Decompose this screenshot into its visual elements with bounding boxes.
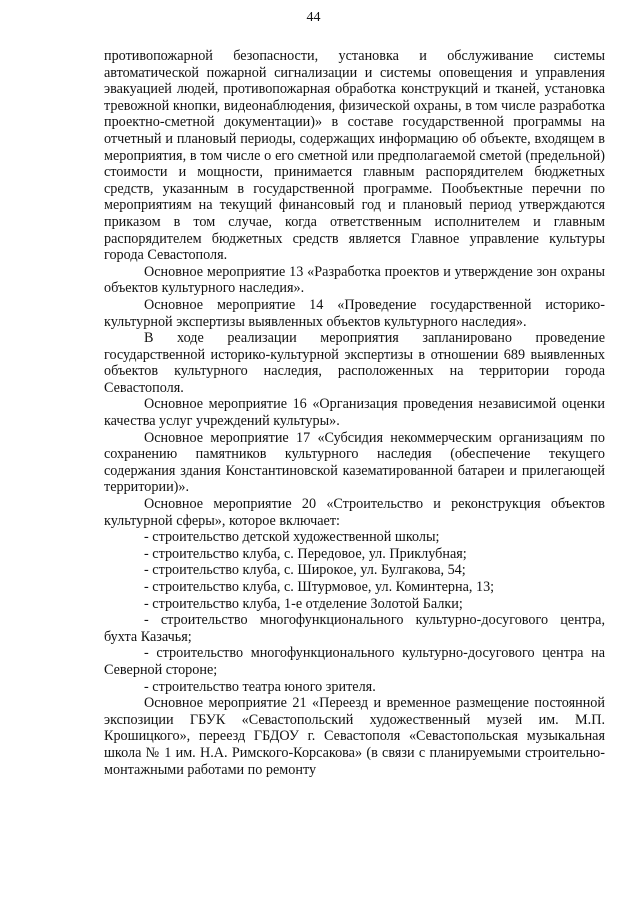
paragraph-expertise-plan: В ходе реализации мероприятия запланировано проведение государственной историко-культурной экспертизы в отношении 689 выявленных объектов культурного наследия, расположенных на территории города Севастополя. <box>104 330 605 396</box>
paragraph-measure-13: Основное мероприятие 13 «Разработка проектов и утверждение зон охраны объектов культурного наследия». <box>104 263 605 297</box>
list-item: - строительство клуба, с. Широкое, ул. Булгакова, 54; <box>144 562 466 579</box>
paragraph-measure-14: Основное мероприятие 14 «Проведение государственной историко-культурной экспертизы выявленных объектов культурного наследия». <box>104 296 605 330</box>
paragraph-measure-20: Основное мероприятие 20 «Строительство и реконструкция объектов культурной сферы», которое включает: <box>104 496 605 529</box>
paragraph-measure-17: Основное мероприятие 17 «Субсидия некоммерческим организациям по сохранению памятников культурного наследия (обеспечение текущего содержания здания Константиновской казематированной батареи и прилегающей территории)». <box>104 429 605 496</box>
paragraph-fire-safety-continuation: противопожарной безопасности, установка и обслуживание системы автоматической пожарной сигнализации и системы оповещения и управления эвакуацией людей, противопожарная обработка конструкций и тканей, установка тревожной кнопки, видеонаблюдения, физической охраны, в том числе разработка проектно-сметной документации)» в составе государственной программы на отчетный и плановый периоды, содержащих информацию об объекте, входящем в мероприятия, в том числе о его сметной или предполагаемой сметой (предельной) стоимости и мощности, принимается главным распорядителем бюджетных средств, указанным в государственной программе. Пообъектные перечни по мероприятиям на текущий финансовый год и плановый период утверждаются приказом в том случае, когда ответственным исполнителем и главным распорядителем бюджетных средств является Главное управление культуры города Севастополя. <box>104 48 605 264</box>
page-number: 44 <box>306 10 321 25</box>
paragraph-measure-16: Основное мероприятие 16 «Организация проведения независимой оценки качества услуг учреждений культуры». <box>104 396 605 430</box>
list-item: - строительство клуба, с. Штурмовое, ул. Коминтерна, 13; <box>144 579 495 595</box>
document-body <box>104 48 605 778</box>
list-item: - строительство многофункционального культурно-досугового центра, бухта Казачья; <box>104 612 605 645</box>
list-item: - строительство клуба, 1-е отделение Золотой Балки; <box>144 595 463 612</box>
list-item: - строительство театра юного зрителя. <box>144 678 376 695</box>
list-item: - строительство детской художественной школы; <box>144 529 440 546</box>
paragraph-measure-21: Основное мероприятие 21 «Переезд и временное размещение постоянной экспозиции ГБУК «Севастопольский художественный музей им. М.П. Крошицкого», переезд ГБДОУ г. Севастополя «Севастопольская музыкальная школа № 1 им. Н.А. Римского-Корсакова» (в связи с планируемыми строительно-монтажными работами по ремонту <box>104 695 605 778</box>
list-item: - строительство клуба, с. Передовое, ул. Приклубная; <box>144 545 467 562</box>
list-item: - строительство многофункционального культурно-досугового центра на Северной стороне; <box>104 645 605 678</box>
